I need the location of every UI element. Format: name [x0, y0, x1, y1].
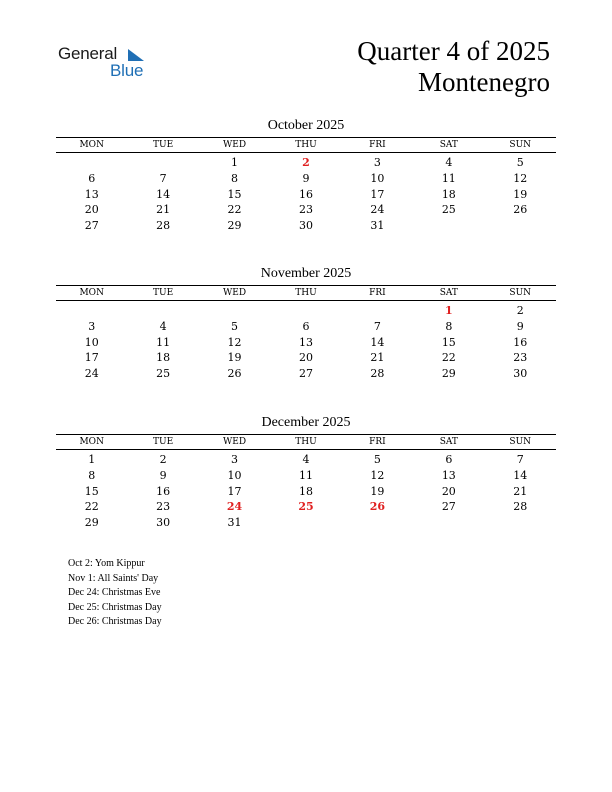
day-cell: 4 — [445, 156, 453, 169]
day-cell: 16 — [298, 187, 313, 201]
day-cell: 28 — [513, 500, 528, 514]
title-country: Montenegro — [418, 67, 550, 97]
day-cell: 24 — [370, 203, 385, 217]
day-cell: 21 — [513, 484, 528, 498]
day-cell: 29 — [227, 219, 242, 233]
day-cell — [413, 515, 484, 531]
day-cell: 5 — [231, 319, 239, 333]
day-cell: 20 — [84, 203, 99, 217]
week-row — [56, 335, 556, 351]
weekday-header — [56, 434, 556, 450]
day-cell: 27 — [298, 367, 313, 381]
holiday-note: Nov 1: All Saints' Day — [68, 572, 159, 584]
holiday-note: Oct 2: Yom Kippur — [68, 558, 145, 569]
day-cell: 11 — [156, 335, 171, 349]
weekday-label: SUN — [509, 437, 532, 447]
weekday-label: TUE — [153, 288, 174, 298]
day-cell: 10 — [370, 171, 385, 185]
weekday-label: WED — [223, 288, 247, 298]
weekday-label: THU — [295, 140, 317, 150]
day-cell — [413, 218, 484, 234]
title-quarter: Quarter 4 of 2025 — [357, 36, 550, 66]
weekday-label: FRI — [369, 288, 386, 298]
day-cell: 8 — [231, 171, 239, 185]
week-row — [56, 468, 556, 484]
holiday-note: Dec 25: Christmas Day — [68, 601, 162, 613]
day-cell: 3 — [373, 156, 381, 169]
day-cell: 26 — [369, 500, 386, 514]
day-cell: 13 — [298, 335, 313, 349]
day-cell: 20 — [441, 484, 456, 498]
weekday-label: MON — [79, 437, 104, 447]
day-cell: 9 — [516, 319, 524, 333]
day-cell: 25 — [156, 367, 171, 381]
weekday-label: WED — [223, 437, 247, 447]
day-cell: 27 — [84, 219, 99, 233]
day-cell — [56, 155, 127, 171]
day-cell — [270, 303, 341, 319]
day-cell — [199, 303, 270, 319]
day-cell: 19 — [370, 484, 385, 498]
day-cell: 24 — [84, 367, 99, 381]
day-cell: 14 — [513, 468, 528, 482]
weekday-label: SUN — [509, 288, 532, 298]
day-cell: 11 — [441, 171, 456, 185]
day-cell: 11 — [298, 468, 313, 482]
day-cell: 23 — [298, 203, 313, 217]
weekday-label: THU — [295, 437, 317, 447]
weekday-label: FRI — [369, 140, 386, 150]
page-title — [357, 36, 550, 98]
day-cell: 13 — [441, 468, 456, 482]
day-cell: 15 — [227, 187, 242, 201]
month-october — [56, 117, 556, 234]
day-cell: 30 — [513, 367, 528, 381]
day-cell: 5 — [373, 453, 381, 466]
day-cell: 1 — [231, 156, 239, 169]
weekday-label: FRI — [369, 437, 386, 447]
day-cell — [342, 515, 413, 531]
week-row — [56, 484, 556, 500]
day-cell: 4 — [159, 319, 167, 333]
day-cell — [127, 303, 198, 319]
weekday-header — [56, 285, 556, 301]
day-cell: 12 — [227, 335, 242, 349]
day-cell: 30 — [156, 516, 171, 530]
day-cell: 25 — [441, 203, 456, 217]
month-december — [56, 414, 556, 531]
day-cell: 18 — [156, 351, 171, 365]
day-cell: 10 — [84, 335, 99, 349]
weekday-label: THU — [295, 288, 317, 298]
day-cell: 20 — [298, 351, 313, 365]
day-cell: 29 — [84, 516, 99, 530]
week-row — [56, 350, 556, 366]
weekday-label: SAT — [439, 288, 458, 298]
day-cell: 19 — [513, 187, 528, 201]
day-cell: 6 — [302, 319, 310, 333]
month-title: November 2025 — [260, 266, 352, 281]
day-cell: 12 — [370, 468, 385, 482]
day-cell — [56, 303, 127, 319]
day-cell: 23 — [513, 351, 528, 365]
month-november — [56, 265, 556, 382]
day-cell: 24 — [226, 500, 243, 514]
day-cell: 30 — [298, 219, 313, 233]
day-cell: 10 — [227, 468, 242, 482]
week-row — [56, 202, 556, 218]
week-row — [56, 187, 556, 203]
day-cell: 25 — [298, 500, 314, 514]
day-cell — [485, 218, 556, 234]
holiday-note: Dec 24: Christmas Eve — [68, 587, 161, 598]
day-cell — [485, 515, 556, 531]
weekday-label: MON — [79, 140, 104, 150]
weekday-label: TUE — [153, 140, 174, 150]
day-cell: 19 — [227, 351, 242, 365]
weekday-label: SAT — [439, 140, 458, 150]
day-cell: 14 — [156, 187, 171, 201]
weekday-header — [56, 137, 556, 153]
week-row — [56, 452, 556, 468]
day-cell: 7 — [159, 171, 167, 185]
week-row — [56, 366, 556, 382]
day-cell: 18 — [441, 187, 456, 201]
day-cell: 1 — [444, 304, 453, 317]
day-cell: 28 — [156, 219, 171, 233]
weekday-label: TUE — [153, 437, 174, 447]
day-cell: 7 — [373, 319, 381, 333]
day-cell: 12 — [513, 171, 528, 185]
day-cell: 31 — [227, 516, 242, 530]
month-title: December 2025 — [261, 415, 351, 430]
day-cell: 8 — [88, 468, 96, 482]
week-row — [56, 218, 556, 234]
day-cell: 21 — [156, 203, 171, 217]
week-row — [56, 319, 556, 335]
day-cell — [342, 303, 413, 319]
day-cell: 14 — [370, 335, 385, 349]
day-cell: 7 — [516, 453, 524, 466]
weekday-label: MON — [79, 288, 104, 298]
day-cell: 18 — [298, 484, 313, 498]
week-row — [56, 499, 556, 515]
day-cell: 17 — [84, 351, 99, 365]
day-cell: 31 — [370, 219, 385, 233]
day-cell: 16 — [156, 484, 171, 498]
week-row — [56, 303, 556, 319]
day-cell: 13 — [84, 187, 99, 201]
weekday-label: SUN — [509, 140, 532, 150]
logo-word-general: General — [58, 44, 118, 63]
day-cell: 23 — [156, 500, 171, 514]
day-cell: 29 — [441, 367, 456, 381]
day-cell: 21 — [370, 351, 385, 365]
logo-word-blue: Blue — [110, 61, 144, 80]
holiday-notes — [68, 557, 162, 630]
day-cell: 4 — [302, 453, 310, 466]
day-cell: 27 — [441, 500, 456, 514]
day-cell: 17 — [370, 187, 385, 201]
day-cell: 9 — [302, 171, 310, 185]
day-cell: 2 — [302, 156, 310, 169]
day-cell: 9 — [159, 468, 167, 482]
day-cell: 22 — [441, 351, 456, 365]
day-cell: 2 — [159, 453, 167, 466]
weekday-label: WED — [223, 140, 247, 150]
day-cell: 15 — [84, 484, 99, 498]
day-cell: 17 — [227, 484, 242, 498]
week-row — [56, 515, 556, 531]
day-cell: 5 — [516, 156, 524, 169]
day-cell: 26 — [227, 367, 242, 381]
day-cell — [270, 515, 341, 531]
day-cell: 3 — [88, 319, 96, 333]
week-row — [56, 171, 556, 187]
day-cell: 6 — [88, 171, 96, 185]
day-cell: 22 — [227, 203, 242, 217]
logo — [58, 44, 158, 84]
day-cell: 8 — [445, 319, 453, 333]
day-cell: 1 — [88, 453, 96, 466]
day-cell: 3 — [231, 453, 239, 466]
holiday-note: Dec 26: Christmas Day — [68, 616, 162, 627]
day-cell: 26 — [513, 203, 528, 217]
day-cell: 16 — [513, 335, 528, 349]
day-cell: 6 — [445, 453, 453, 466]
day-cell: 22 — [84, 500, 99, 514]
day-cell: 15 — [441, 335, 456, 349]
day-cell: 28 — [370, 367, 385, 381]
week-row — [56, 155, 556, 171]
day-cell — [127, 155, 198, 171]
day-cell: 2 — [516, 304, 524, 317]
weekday-label: SAT — [439, 437, 458, 447]
month-title: October 2025 — [267, 118, 345, 133]
